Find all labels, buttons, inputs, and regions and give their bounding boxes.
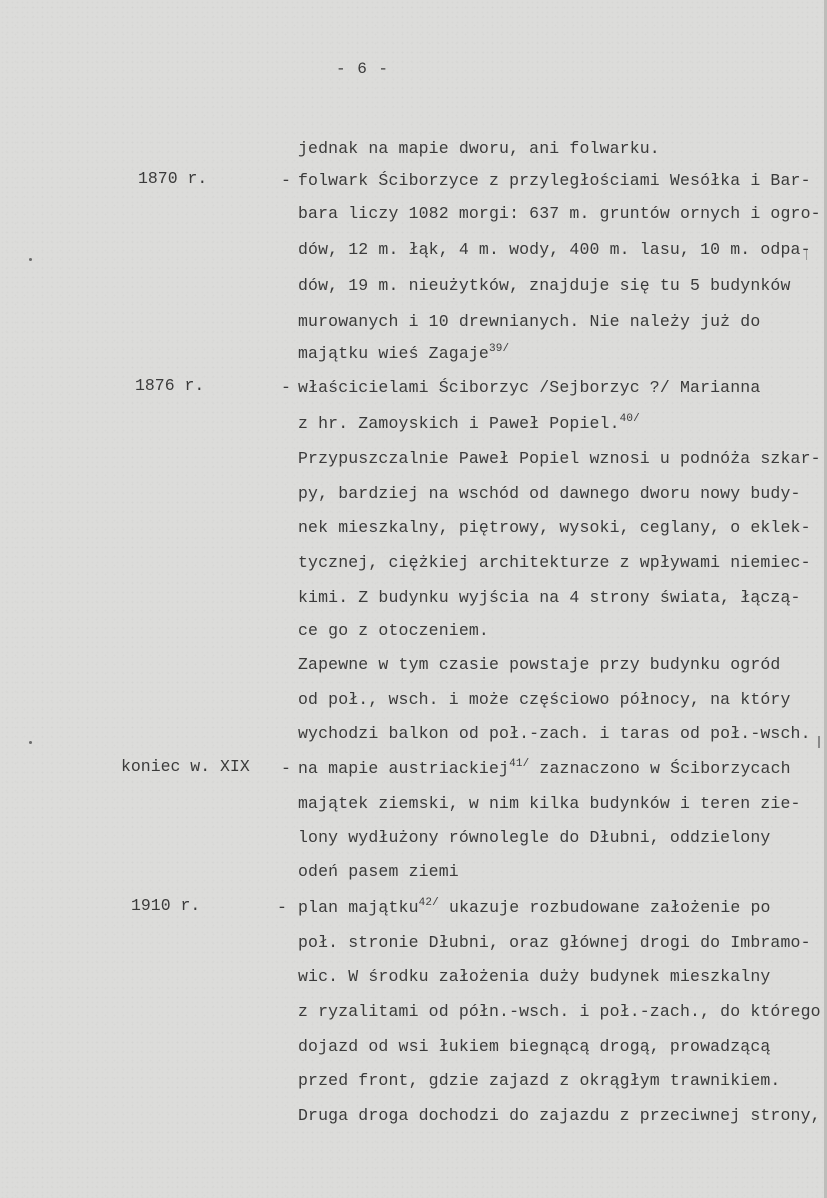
text-line: poł. stronie Dłubni, oraz głównej drogi do Imbramo- bbox=[298, 933, 811, 952]
entry-date-1910: 1910 r. bbox=[131, 896, 201, 915]
text-line bbox=[298, 414, 640, 433]
text-fragment: majątku wieś Zagaje bbox=[298, 344, 489, 363]
text-line bbox=[298, 759, 791, 778]
text-fragment: plan majątku bbox=[298, 898, 419, 917]
text-line: bara liczy 1082 morgi: 637 m. gruntów ornych i ogro- bbox=[298, 204, 821, 223]
entry-dash: - bbox=[281, 378, 291, 397]
footnote-ref: 41/ bbox=[509, 758, 530, 770]
text-line: od poł., wsch. i może częściowo północy, na który bbox=[298, 690, 791, 709]
text-line: Druga droga dochodzi do zajazdu z przeciwnej strony, bbox=[298, 1106, 821, 1125]
text-line: majątek ziemski, w nim kilka budynków i teren zie- bbox=[298, 794, 801, 813]
footnote-ref: 42/ bbox=[418, 897, 439, 909]
entry-dash: - bbox=[281, 759, 291, 778]
footnote-ref: 39/ bbox=[488, 343, 510, 355]
text-line: dów, 19 m. nieużytków, znajduje się tu 5 budynków bbox=[298, 276, 791, 295]
text-line: py, bardziej na wschód od dawnego dworu nowy budy- bbox=[298, 484, 801, 503]
text-line bbox=[298, 898, 771, 917]
margin-speck bbox=[29, 741, 32, 744]
text-line bbox=[298, 344, 509, 363]
text-line: tycznej, ciężkiej architekturze z wpływami niemiec- bbox=[298, 553, 811, 572]
text-fragment: na mapie austriackiej bbox=[298, 759, 510, 778]
margin-speck bbox=[29, 258, 32, 261]
text-line: lony wydłużony równolegle do Dłubni, oddzielony bbox=[298, 828, 771, 847]
entry-date-1870: 1870 r. bbox=[138, 169, 208, 188]
text-line: jednak na mapie dworu, ani folwarku. bbox=[298, 139, 660, 158]
entry-dash: - bbox=[281, 171, 291, 190]
text-fragment: z hr. Zamoyskich i Paweł Popiel. bbox=[298, 414, 620, 433]
text-line: folwark Ściborzyce z przyległościami Wesółka i Bar- bbox=[298, 171, 811, 190]
page-number: - 6 - bbox=[336, 60, 390, 78]
text-line: murowanych i 10 drewnianych. Nie należy już do bbox=[298, 312, 761, 331]
text-line: dów, 12 m. łąk, 4 m. wody, 400 m. lasu, 10 m. odpa- bbox=[298, 240, 811, 259]
text-line: Przypuszczalnie Paweł Popiel wznosi u podnóża szkar- bbox=[298, 449, 821, 468]
entry-date-end-19th-century: koniec w. XIX bbox=[121, 757, 250, 776]
entry-date-1876: 1876 r. bbox=[135, 376, 205, 395]
text-line: dojazd od wsi łukiem biegnącą drogą, prowadzącą bbox=[298, 1037, 771, 1056]
text-line: z ryzalitami od półn.-wsch. i poł.-zach., do którego bbox=[298, 1002, 821, 1021]
footnote-ref: 40/ bbox=[619, 413, 640, 425]
text-line: ce go z otoczeniem. bbox=[298, 621, 489, 640]
text-line: wychodzi balkon od poł.-zach. i taras od poł.-wsch. bbox=[298, 724, 811, 743]
text-line: Zapewne w tym czasie powstaje przy budynku ogród bbox=[298, 655, 781, 674]
text-fragment: ukazuje rozbudowane założenie po bbox=[438, 898, 771, 917]
text-line: nek mieszkalny, piętrowy, wysoki, ceglany, o eklek- bbox=[298, 518, 811, 537]
text-line: wic. W środku założenia duży budynek mieszkalny bbox=[298, 967, 771, 986]
text-fragment: zaznaczono w Ściborzycach bbox=[529, 759, 791, 778]
text-line: przed front, gdzie zajazd z okrągłym trawnikiem. bbox=[298, 1071, 781, 1090]
text-line: kimi. Z budynku wyjścia na 4 strony świata, łączą- bbox=[298, 588, 801, 607]
text-line: właścicielami Ściborzyc /Sejborzyc ?/ Marianna bbox=[298, 378, 761, 397]
text-line: odeń pasem ziemi bbox=[298, 862, 459, 881]
entry-dash: - bbox=[277, 898, 287, 917]
margin-ink-mark bbox=[818, 736, 820, 748]
